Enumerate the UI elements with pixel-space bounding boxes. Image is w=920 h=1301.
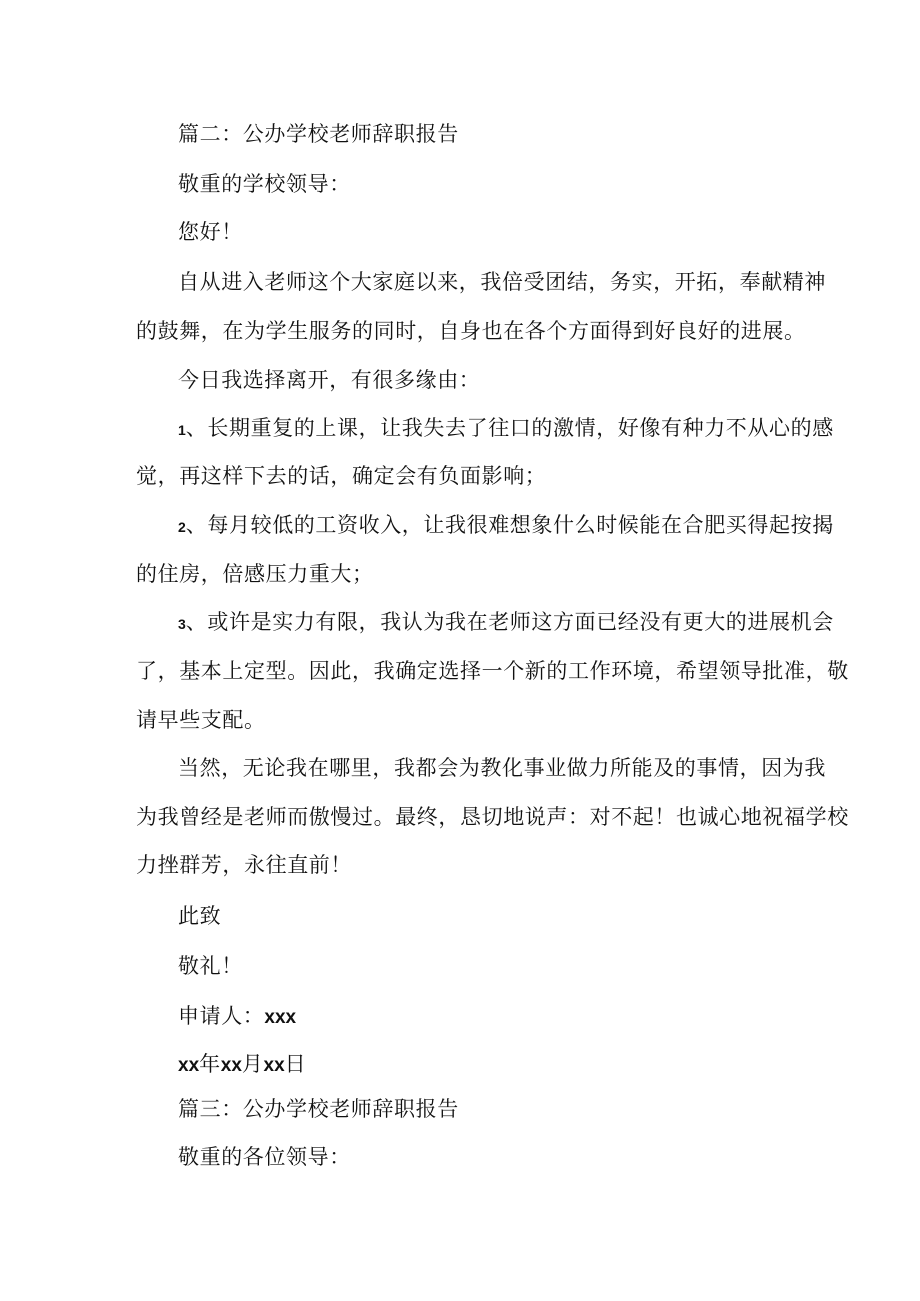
paragraph-1-line-1: 自从进入老师这个大家庭以来，我倍受团结，务实，开拓，奉献精神 <box>178 270 826 294</box>
date-year-unit: 年 <box>199 1052 221 1076</box>
date-day-unit: 日 <box>284 1052 307 1076</box>
paragraph-3-line-2: 为我曾经是老师而傲慢过。最终，恳切地说声：对不起！也诚心地祝福学校 <box>136 805 849 829</box>
list-item-2-line-2: 的住房，倍感压力重大； <box>136 562 374 586</box>
applicant-line <box>178 1004 838 1030</box>
greeting: 您好！ <box>178 220 243 244</box>
list-item-3-line-2: 了，基本上定型。因此，我确定选择一个新的工作环境，希望领导批准，敬 <box>136 659 849 683</box>
date-day-value: xx <box>263 1055 285 1076</box>
list-number: 1 <box>178 422 186 438</box>
list-item-1-line-2: 觉，再这样下去的话，确定会有负面影响； <box>136 464 547 488</box>
list-text: 、或许是实力有限，我认为我在老师这方面已经没有更大的进展机会 <box>185 610 834 634</box>
list-number: 3 <box>178 616 186 632</box>
date-year-value: xx <box>178 1055 200 1076</box>
paragraph-3-line-1: 当然，无论我在哪里，我都会为教化事业做力所能及的事情，因为我 <box>178 756 826 780</box>
list-item-2-line-1 <box>178 513 838 539</box>
salutation: 敬重的学校领导： <box>178 172 351 196</box>
list-item-1-line-1 <box>178 416 838 442</box>
list-number: 2 <box>178 519 186 535</box>
section-heading-3: 篇三：公办学校老师辞职报告 <box>178 1097 459 1121</box>
paragraph-3-line-3: 力挫群芳，永往直前！ <box>136 853 352 877</box>
applicant-label: 申请人： <box>178 1004 265 1028</box>
section-heading-2: 篇二：公办学校老师辞职报告 <box>178 122 459 146</box>
list-text: 、每月较低的工资收入，让我很难想象什么时候能在合肥买得起按揭 <box>185 513 834 537</box>
date-line <box>178 1052 838 1078</box>
paragraph-2: 今日我选择离开，有很多缘由： <box>178 368 481 392</box>
closing-2: 敬礼！ <box>178 954 243 978</box>
applicant-value: xxx <box>264 1007 297 1028</box>
closing-1: 此致 <box>178 904 222 928</box>
list-text: 、长期重复的上课，让我失去了往口的激情，好像有种力不从心的感 <box>185 416 834 440</box>
date-month-value: xx <box>220 1055 242 1076</box>
salutation-2: 敬重的各位领导： <box>178 1145 351 1169</box>
date-month-unit: 月 <box>241 1052 264 1076</box>
paragraph-1-line-2: 的鼓舞，在为学生服务的同时，自身也在各个方面得到好良好的进展。 <box>136 319 806 343</box>
list-item-3-line-1 <box>178 610 838 636</box>
list-item-3-line-3: 请早些支配。 <box>136 708 266 732</box>
